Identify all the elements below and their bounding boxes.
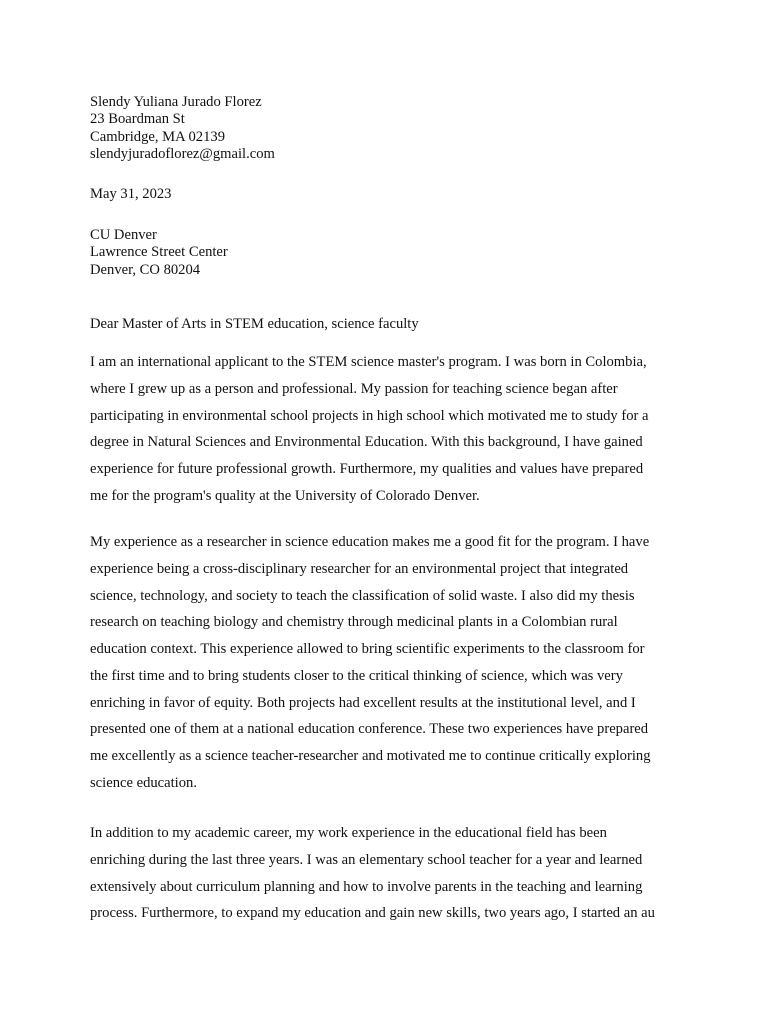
paragraph-3 (90, 820, 768, 927)
paragraph-line: process. Furthermore, to expand my education and gain new skills, two years ago, I started an au (90, 905, 655, 922)
paragraph-line: experience for future professional growth. Furthermore, my qualities and values have prepared (90, 461, 644, 477)
paragraph-line: me for the program's quality at the University of Colorado Denver. (90, 487, 480, 504)
paragraph-line: My experience as a researcher in science education makes me a good fit for the program. I have (90, 534, 650, 550)
paragraph-line: participating in environmental school projects in high school which motivated me to study for a (90, 407, 649, 424)
paragraph-line: me excellently as a science teacher-researcher and motivated me to continue critically exploring (90, 748, 651, 764)
paragraph-line: science, technology, and society to teach the classification of solid waste. I also did my thesis (90, 587, 635, 604)
paragraph-line: experience being a cross-disciplinary researcher for an environmental project that integrated (90, 560, 629, 577)
paragraph-line: extensively about curriculum planning and how to involve parents in the teaching and learning (90, 878, 643, 895)
recipient-city: Denver, CO 80204 (90, 261, 201, 278)
sender-email: slendyjuradoflorez@gmail.com (90, 145, 275, 162)
recipient-name: CU Denver (90, 227, 157, 243)
paragraph-line: research on teaching biology and chemistry through medicinal plants in a Colombian rural (90, 614, 618, 631)
letter-date: May 31, 2023 (90, 186, 172, 202)
sender-name: Slendy Yuliana Jurado Florez (90, 94, 262, 110)
recipient-address (90, 227, 228, 279)
paragraph-line: presented one of them at a national education conference. These two experiences have prepared (90, 721, 649, 738)
paragraph-2 (90, 529, 768, 797)
paragraph-line: science education. (90, 774, 197, 791)
sender-street: 23 Boardman St (90, 111, 185, 128)
paragraph-line: the first time and to bring students closer to the critical thinking of science, which was very (90, 667, 623, 684)
sender-city: Cambridge, MA 02139 (90, 128, 225, 145)
sender-address (90, 94, 275, 163)
paragraph-1 (90, 349, 768, 510)
salutation: Dear Master of Arts in STEM education, science faculty (90, 316, 419, 332)
recipient-building: Lawrence Street Center (90, 244, 228, 261)
paragraph-line: enriching in favor of equity. Both projects had excellent results at the institutional level, and I (90, 694, 636, 711)
paragraph-line: degree in Natural Sciences and Environmental Education. With this background, I have gained (90, 434, 643, 451)
paragraph-line: In addition to my academic career, my work experience in the educational field has been (90, 825, 607, 841)
paragraph-line: education context. This experience allowed to bring scientific experiments to the classroom for (90, 641, 645, 657)
paragraph-line: where I grew up as a person and professional. My passion for teaching science began after (90, 380, 618, 397)
paragraph-line: enriching during the last three years. I was an elementary school teacher for a year and learned (90, 851, 643, 868)
paragraph-line: I am an international applicant to the STEM science master's program. I was born in Colombia, (90, 354, 647, 370)
